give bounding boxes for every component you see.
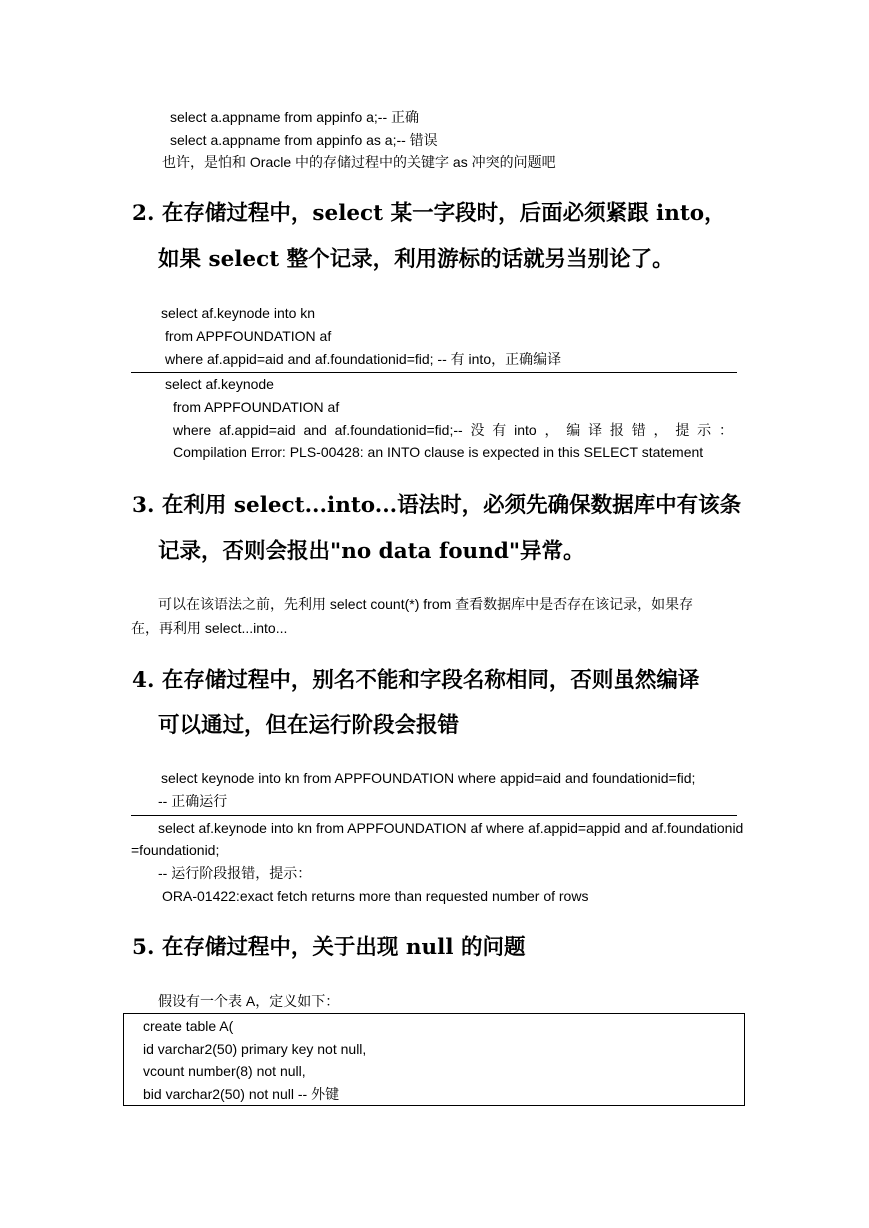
section-2-code-2-line-4: Compilation Error: PLS-00428: an INTO clause is expected in this SELECT statement (173, 444, 704, 460)
section-2-code-1-line-3: where af.appid=aid and af.foundationid=fid; -- 有 into，正确编译 (165, 351, 562, 367)
code-word: and (303, 422, 327, 438)
section-4-code-2-line-2: =foundationid; (131, 842, 220, 858)
section-5-code-line-4: bid varchar2(50) not null -- 外键 (143, 1086, 340, 1102)
code-word: 错 (631, 422, 646, 438)
intro-line-1: select a.appname from appinfo a;-- 正确 (170, 109, 420, 125)
section-2-code-2-line-2: from APPFOUNDATION af (173, 399, 340, 415)
section-2-code-2-line-1: select af.keynode (165, 376, 274, 392)
section-5-heading: 5. 在存储过程中，关于出现 null 的问题 (132, 935, 526, 960)
code-word: 译 (588, 422, 603, 438)
section-4-code-2-error: ORA-01422:exact fetch returns more than requested number of rows (162, 888, 589, 904)
section-2-code-1-line-1: select af.keynode into kn (161, 305, 316, 321)
code-word: 提 (675, 422, 690, 438)
code-word: where (173, 422, 212, 438)
code-word: into (514, 422, 537, 438)
section-4-code-2-line-1: select af.keynode into kn from APPFOUNDATION af where af.appid=appid and af.foundationid (158, 820, 744, 836)
section-5-code-line-2: id varchar2(50) primary key not null, (143, 1041, 367, 1057)
section-3-heading-line-1: 3. 在利用 select...into...语法时，必须先确保数据库中有该条 (132, 493, 742, 518)
section-4-code-2-comment: -- 运行阶段报错，提示： (158, 865, 312, 881)
section-3-heading-line-2: 记录，否则会报出"no data found"异常。 (158, 539, 585, 564)
code-word: 示 (697, 422, 712, 438)
section-5-code-line-1: create table A( (143, 1018, 234, 1034)
section-2-code-2-line-3 (173, 421, 733, 439)
code-word: af.appid=aid (218, 422, 296, 438)
section-2-heading-line-1: 2. 在存储过程中，select 某一字段时，后面必须紧跟 into， (132, 201, 726, 226)
code-word: ： (718, 422, 733, 438)
section-3-paragraph-line-2: 在，再利用 select...into... (131, 620, 288, 636)
section-2-heading-line-2: 如果 select 整个记录，利用游标的话就另当别论了。 (158, 247, 674, 272)
separator-rule (131, 372, 737, 373)
section-4-heading-line-1: 4. 在存储过程中，别名不能和字段名称相同，否则虽然编译 (132, 668, 700, 693)
section-5-intro: 假设有一个表 A，定义如下： (158, 993, 340, 1009)
code-word: 编 (566, 422, 581, 438)
section-2-code-1-line-2: from APPFOUNDATION af (165, 328, 332, 344)
intro-line-2: select a.appname from appinfo as a;-- 错误 (170, 132, 438, 148)
section-4-heading-line-2: 可以通过，但在运行阶段会报错 (158, 713, 460, 738)
intro-line-3: 也许，是怕和 Oracle 中的存储过程中的关键字 as 冲突的问题吧 (162, 154, 556, 170)
code-word: 报 (609, 422, 624, 438)
code-word: ， (544, 422, 559, 438)
section-4-code-1: select keynode into kn from APPFOUNDATION where appid=aid and foundationid=fid; (161, 770, 696, 786)
code-word: 没 (470, 422, 485, 438)
code-word: ， (653, 422, 668, 438)
code-word: af.foundationid=fid;-- (334, 422, 463, 438)
section-4-code-1-comment: -- 正确运行 (158, 793, 228, 809)
section-3-paragraph-line-1: 可以在该语法之前，先利用 select count(*) from 查看数据库中是否存在该记录，如果存 (158, 596, 694, 612)
code-word: 有 (492, 422, 507, 438)
separator-rule (131, 815, 737, 816)
section-5-code-line-3: vcount number(8) not null, (143, 1063, 306, 1079)
